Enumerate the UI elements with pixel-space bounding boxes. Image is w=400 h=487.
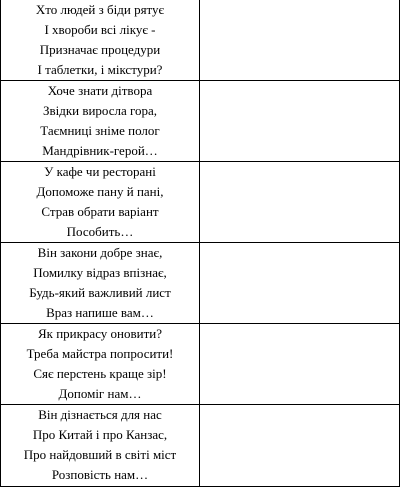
riddle-verse xyxy=(1,405,199,485)
answer-cell[interactable] xyxy=(200,162,400,243)
riddle-verse xyxy=(1,324,199,404)
table-row xyxy=(1,405,400,487)
riddle-verse-cell xyxy=(1,0,200,81)
verse-line: Допоможе пану й пані, xyxy=(36,184,164,199)
riddle-verse xyxy=(1,243,199,323)
verse-line: Він дізнається для нас xyxy=(38,407,162,422)
table-row xyxy=(1,243,400,324)
riddle-verse-cell xyxy=(1,243,200,324)
answer-cell[interactable] xyxy=(200,324,400,405)
verse-line: Враз напише вам… xyxy=(46,305,154,320)
verse-line: Треба майстра попросити! xyxy=(26,346,174,361)
riddle-verse-cell xyxy=(1,162,200,243)
verse-line: Хоче знати дітвора xyxy=(47,83,153,98)
verse-line: Розповість нам… xyxy=(51,467,149,482)
table-row xyxy=(1,324,400,405)
verse-line: Про Китай і про Канзас, xyxy=(32,427,168,442)
verse-line: Він закони добре знає, xyxy=(37,245,163,260)
answer-cell[interactable] xyxy=(200,81,400,162)
answer-cell[interactable] xyxy=(200,405,400,487)
verse-line: Допоміг нам… xyxy=(58,386,142,401)
riddle-verse xyxy=(1,81,199,161)
verse-line: Страв обрати варіант xyxy=(41,204,159,219)
verse-line: І хвороби всі лікує - xyxy=(44,22,156,37)
verse-line: І таблетки, і мікстури? xyxy=(37,62,163,77)
verse-line: Пособить… xyxy=(66,224,134,239)
answer-cell[interactable] xyxy=(200,0,400,81)
verse-line: Про найдовший в світі міст xyxy=(23,447,177,462)
riddle-verse xyxy=(1,162,199,242)
verse-line: Будь-який важливий лист xyxy=(29,285,171,300)
riddle-verse-cell xyxy=(1,324,200,405)
riddle-verse-cell xyxy=(1,405,200,487)
riddle-verse xyxy=(1,0,199,80)
verse-line: Хто людей з біди рятує xyxy=(35,2,165,17)
verse-line: Помилку відраз впізнає, xyxy=(33,265,167,280)
verse-line: Звідки виросла гора, xyxy=(42,103,158,118)
table-row xyxy=(1,81,400,162)
verse-line: Призначає процедури xyxy=(39,42,161,57)
answer-cell[interactable] xyxy=(200,243,400,324)
verse-line: Як прикрасу оновити? xyxy=(37,326,163,341)
verse-line: У кафе чи ресторані xyxy=(44,164,156,179)
verse-line: Сяє перстень краще зір! xyxy=(33,366,167,381)
verse-line: Мандрівник-герой… xyxy=(42,143,158,158)
table-row xyxy=(1,162,400,243)
riddle-verse-cell xyxy=(1,81,200,162)
verse-line: Таємниці зніме полог xyxy=(40,123,160,138)
table-row xyxy=(1,0,400,81)
